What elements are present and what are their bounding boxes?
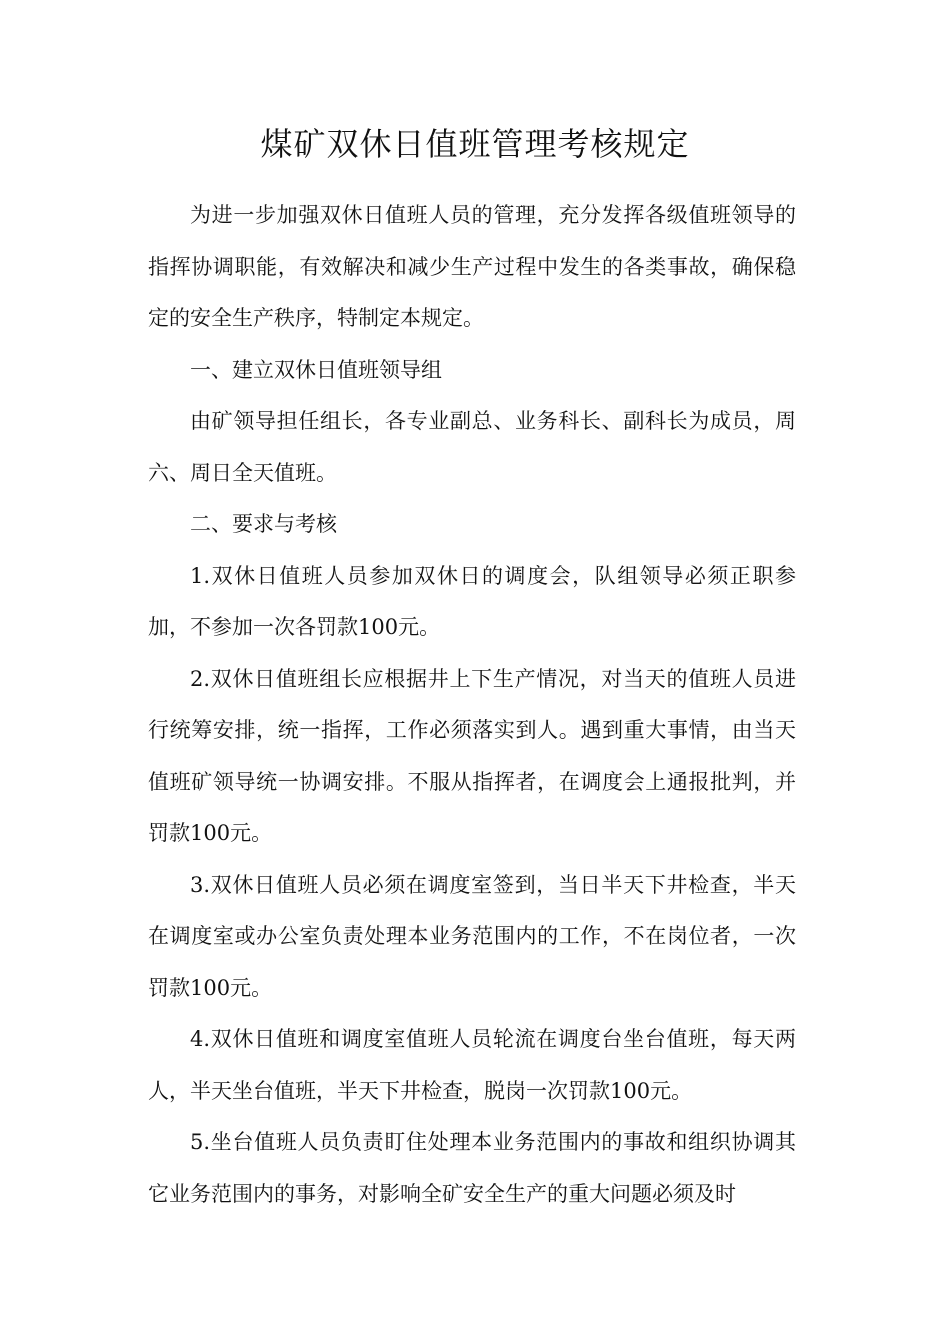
paragraph-rule-5: 5.坐台值班人员负责盯住处理本业务范围内的事故和组织协调其它业务范围内的事务，对影响全矿安全生产的重大问题必须及时 — [148, 1130, 796, 1206]
paragraph-rule-4: 4.双休日值班和调度室值班人员轮流在调度台坐台值班，每天两人，半天坐台值班，半天下井检查，脱岗一次罚款100元。 — [148, 1027, 796, 1103]
paragraph-intro: 为进一步加强双休日值班人员的管理，充分发挥各级值班领导的指挥协调职能，有效解决和减少生产过程中发生的各类事故，确保稳定的安全生产秩序，特制定本规定。 — [148, 203, 796, 330]
paragraph-rule-2: 2.双休日值班组长应根据井上下生产情况，对当天的值班人员进行统筹安排，统一指挥，工作必须落实到人。遇到重大事情，由当天值班矿领导统一协调安排。不服从指挥者，在调度会上通报批判，并罚款100元。 — [148, 666, 796, 845]
paragraph-rule-1: 1.双休日值班人员参加双休日的调度会，队组领导必须正职参加，不参加一次各罚款100元。 — [148, 563, 796, 639]
section-heading-2: 二、要求与考核 — [190, 512, 337, 536]
paragraph-rule-3: 3.双休日值班人员必须在调度室签到，当日半天下井检查，半天在调度室或办公室负责处理本业务范围内的工作，不在岗位者，一次罚款100元。 — [148, 872, 796, 1000]
document-title: 煤矿双休日值班管理考核规定 — [260, 125, 690, 163]
document-body — [148, 190, 796, 1220]
section-heading-1: 一、建立双休日值班领导组 — [190, 357, 442, 382]
paragraph-leadership-group: 由矿领导担任组长，各专业副总、业务科长、副科长为成员，周六、周日全天值班。 — [148, 409, 796, 485]
